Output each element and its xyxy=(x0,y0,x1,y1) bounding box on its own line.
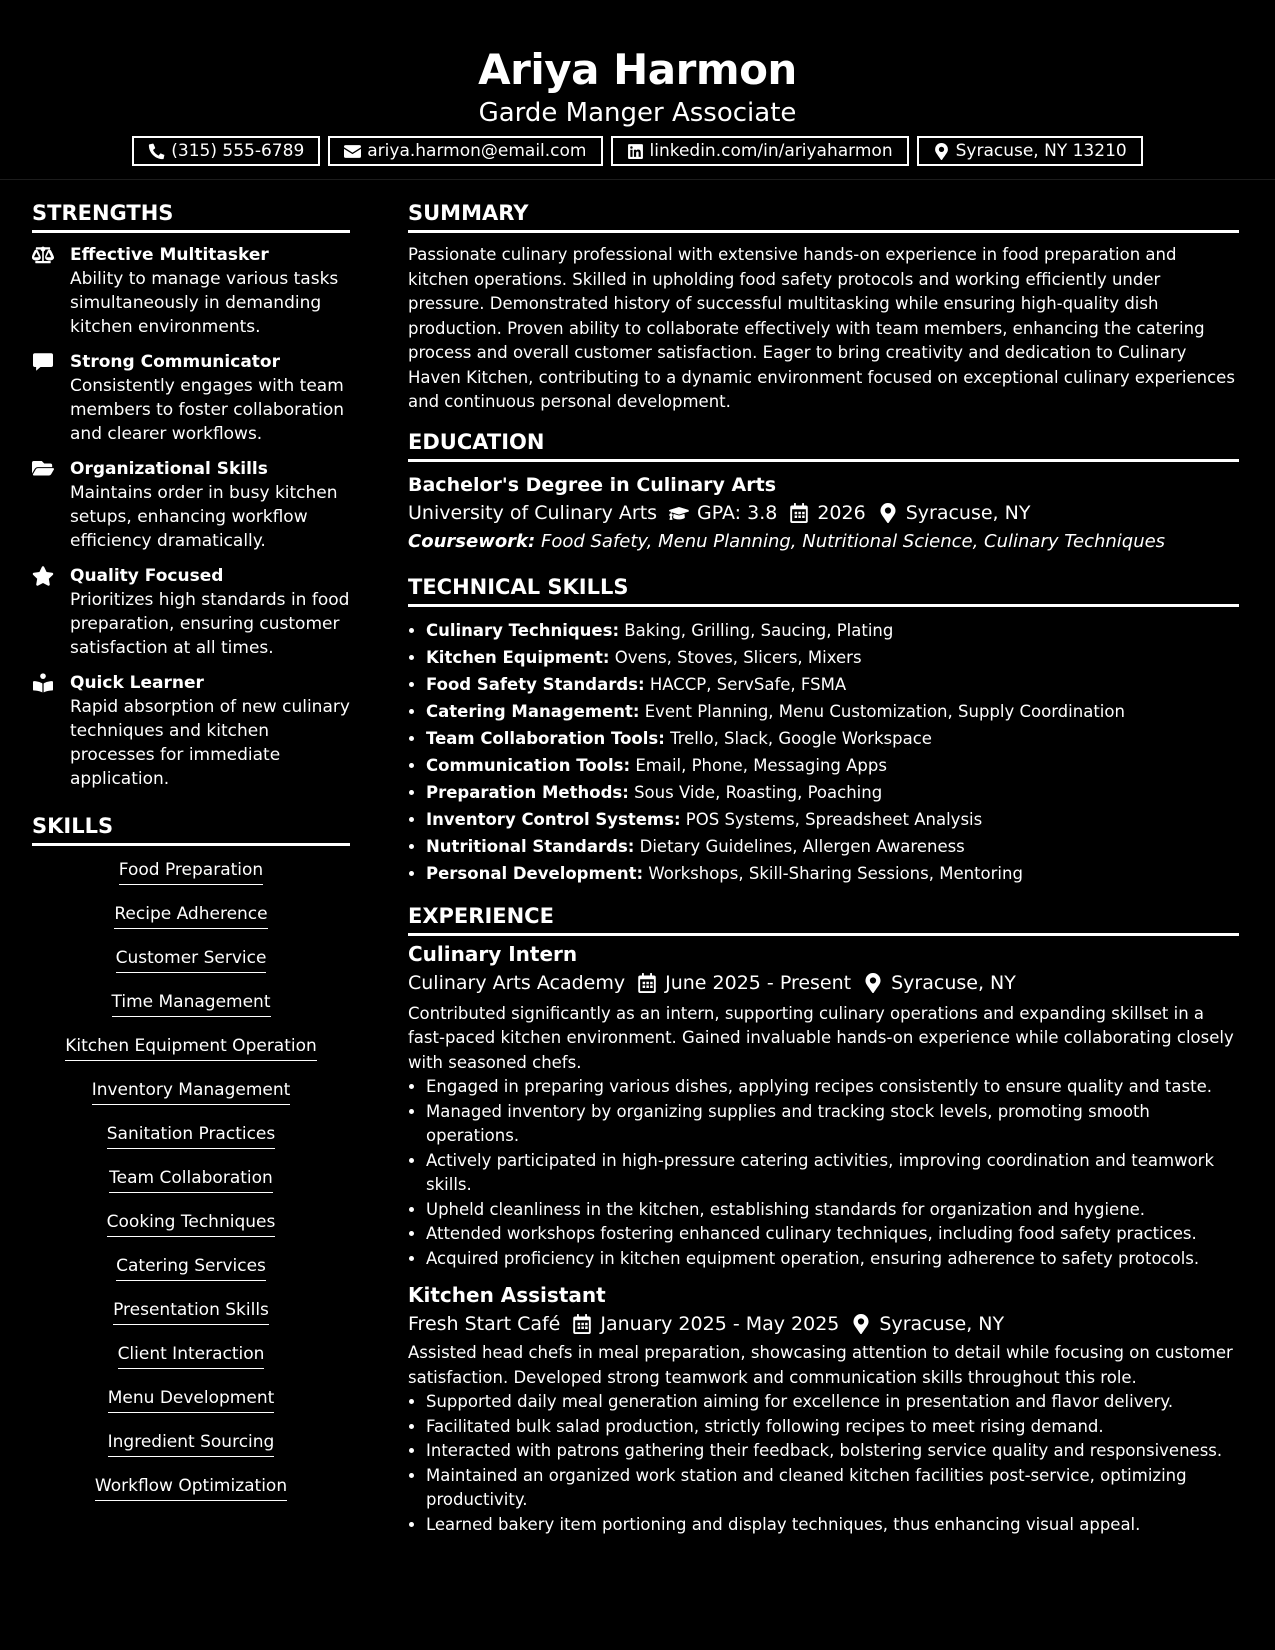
skill-item: Food Preparation xyxy=(119,858,263,885)
skill-item: Customer Service xyxy=(116,946,267,973)
resume-header xyxy=(0,0,1275,166)
strength-item xyxy=(32,243,350,339)
skill-item: Cooking Techniques xyxy=(107,1210,276,1237)
tech-skill-label: Food Safety Standards: xyxy=(426,674,645,694)
skill-item: Menu Development xyxy=(108,1386,275,1413)
job-meta xyxy=(408,1309,1239,1339)
tech-skill-value: Dietary Guidelines, Allergen Awareness xyxy=(639,836,965,856)
linkedin-url: linkedin.com/in/ariyaharmon xyxy=(649,141,893,161)
list-item: • Maintained an organized work station and cleaned kitchen facilities post-service, optimizing productivity. xyxy=(426,1464,1239,1513)
list-item xyxy=(426,833,1239,860)
strength-item xyxy=(32,671,350,791)
strength-item xyxy=(32,564,350,660)
map-marker-icon xyxy=(851,1314,871,1334)
job-location: Syracuse, NY xyxy=(879,1313,1005,1335)
list-item: • Supported daily meal generation aiming for excellence in presentation and flavor delivery. xyxy=(426,1390,1239,1415)
strength-desc: Rapid absorption of new culinary techniques and kitchen processes for immediate application. xyxy=(70,697,350,789)
list-item xyxy=(426,806,1239,833)
job-meta xyxy=(408,968,1239,998)
list-item xyxy=(426,671,1239,698)
tech-skill-label: Preparation Methods: xyxy=(426,782,629,802)
education-heading: EDUCATION xyxy=(408,427,1239,462)
strength-desc: Maintains order in busy kitchen setups, enhancing workflow efficiency dramatically. xyxy=(70,483,338,551)
education-meta xyxy=(408,498,1239,528)
email-address: ariya.harmon@email.com xyxy=(367,141,587,161)
folder-open-icon xyxy=(32,459,54,479)
experience-heading: EXPERIENCE xyxy=(408,901,1239,936)
list-item: • Engaged in preparing various dishes, applying recipes consistently to ensure quality and taste. xyxy=(426,1075,1239,1100)
job-title: Kitchen Assistant xyxy=(408,1283,606,1307)
left-column xyxy=(32,198,350,1518)
contact-linkedin[interactable] xyxy=(611,136,909,166)
list-item: • Facilitated bulk salad production, strictly following recipes to meet rising demand. xyxy=(426,1415,1239,1440)
list-item: • Acquired proficiency in kitchen equipment operation, ensuring adherence to safety protocols. xyxy=(426,1247,1239,1272)
strengths-heading: STRENGTHS xyxy=(32,198,350,233)
list-item xyxy=(426,725,1239,752)
map-marker-icon xyxy=(863,973,883,993)
star-icon xyxy=(32,566,54,586)
phone-number: (315) 555-6789 xyxy=(171,141,305,161)
strength-title: Quick Learner xyxy=(70,673,204,693)
skill-item: Time Management xyxy=(112,990,271,1017)
tech-skill-label: Culinary Techniques: xyxy=(426,620,620,640)
tech-skill-value: Sous Vide, Roasting, Poaching xyxy=(634,782,883,802)
candidate-name: Ariya Harmon xyxy=(478,45,797,94)
location-text: Syracuse, NY 13210 xyxy=(955,141,1127,161)
tech-skill-label: Communication Tools: xyxy=(426,755,631,775)
tech-skill-value: Event Planning, Menu Customization, Supply Coordination xyxy=(644,701,1125,721)
strength-title: Strong Communicator xyxy=(70,352,280,372)
school-name: University of Culinary Arts xyxy=(408,501,658,524)
skills-list xyxy=(32,858,350,1518)
tech-skill-label: Catering Management: xyxy=(426,701,640,721)
list-item xyxy=(426,752,1239,779)
list-item xyxy=(426,644,1239,671)
contact-phone[interactable] xyxy=(132,136,320,166)
reader-icon xyxy=(32,673,54,693)
calendar-icon xyxy=(572,1314,592,1334)
tech-skill-value: Trello, Slack, Google Workspace xyxy=(670,728,932,748)
tech-skill-value: Email, Phone, Messaging Apps xyxy=(635,755,887,775)
coursework xyxy=(408,528,1239,556)
company-name: Culinary Arts Academy xyxy=(408,971,626,994)
tech-skill-value: Baking, Grilling, Saucing, Plating xyxy=(624,620,894,640)
candidate-role: Garde Manger Associate xyxy=(478,98,797,128)
list-item xyxy=(426,779,1239,806)
tech-skill-value: Ovens, Stoves, Slicers, Mixers xyxy=(614,647,862,667)
tech-skill-value: POS Systems, Spreadsheet Analysis xyxy=(685,809,983,829)
right-column xyxy=(408,198,1239,1537)
graduation-year: 2026 xyxy=(817,501,866,524)
list-item: • Learned bakery item portioning and display techniques, thus enhancing visual appeal. xyxy=(426,1513,1239,1538)
skill-item: Inventory Management xyxy=(92,1078,291,1105)
job-bullets xyxy=(408,1390,1239,1537)
job-summary: Assisted head chefs in meal preparation, showcasing attention to detail while focusing on customer satisfaction. Developed strong teamwork and communication skills throughout this role. xyxy=(408,1343,1233,1387)
skill-item: Presentation Skills xyxy=(113,1298,269,1325)
contact-location[interactable] xyxy=(917,136,1143,166)
skills-heading: SKILLS xyxy=(32,811,350,846)
coursework-label: Coursework: xyxy=(408,530,536,552)
linkedin-icon xyxy=(627,143,644,160)
tech-skill-value: Workshops, Skill-Sharing Sessions, Mentoring xyxy=(648,863,1023,883)
envelope-icon xyxy=(344,143,361,160)
graduation-cap-icon xyxy=(669,503,689,523)
job-location: Syracuse, NY xyxy=(891,971,1016,994)
job-dates: January 2025 - May 2025 xyxy=(600,1313,840,1335)
calendar-icon xyxy=(789,503,809,523)
skill-item: Catering Services xyxy=(116,1254,266,1281)
header-divider xyxy=(0,179,1275,180)
job-summary: Contributed significantly as an intern, supporting culinary operations and expanding skillset in a fast-paced kitchen environment. Gained invaluable hands-on experience while collaborating closely with seasoned chefs. xyxy=(408,1003,1234,1072)
education-location: Syracuse, NY xyxy=(905,501,1031,524)
tech-skill-label: Inventory Control Systems: xyxy=(426,809,681,829)
map-marker-icon xyxy=(878,503,898,523)
skill-item: Kitchen Equipment Operation xyxy=(65,1034,317,1061)
job-title: Culinary Intern xyxy=(408,941,578,966)
tech-skill-label: Personal Development: xyxy=(426,863,644,883)
tech-skill-label: Team Collaboration Tools: xyxy=(426,728,665,748)
company-name: Fresh Start Café xyxy=(408,1313,561,1335)
job-entry xyxy=(408,1281,1239,1537)
strength-item xyxy=(32,457,350,553)
tech-skill-value: HACCP, ServSafe, FSMA xyxy=(649,674,847,694)
list-item xyxy=(426,617,1239,644)
skill-item: Recipe Adherence xyxy=(114,902,267,929)
strength-desc: Ability to manage various tasks simultaneously in demanding kitchen environments. xyxy=(70,269,339,337)
technical-skills-list xyxy=(408,617,1239,887)
strength-desc: Prioritizes high standards in food preparation, ensuring customer satisfaction at all times. xyxy=(70,590,350,658)
phone-icon xyxy=(148,143,165,160)
technical-skills-heading: TECHNICAL SKILLS xyxy=(408,572,1239,607)
list-item xyxy=(426,860,1239,887)
strength-title: Organizational Skills xyxy=(70,459,268,479)
coursework-list: Food Safety, Menu Planning, Nutritional Science, Culinary Techniques xyxy=(540,530,1166,552)
list-item xyxy=(426,698,1239,725)
contact-email[interactable] xyxy=(328,136,602,166)
list-item: • Attended workshops fostering enhanced culinary techniques, including food safety practices. xyxy=(426,1222,1239,1247)
balance-scale-icon xyxy=(32,245,54,265)
strength-title: Effective Multitasker xyxy=(70,245,269,265)
list-item: • Actively participated in high-pressure catering activities, improving coordination and teamwork skills. xyxy=(426,1149,1239,1198)
list-item: • Interacted with patrons gathering their feedback, bolstering service quality and responsiveness. xyxy=(426,1439,1239,1464)
comment-icon xyxy=(32,352,54,372)
skill-item: Team Collaboration xyxy=(109,1166,273,1193)
gpa: GPA: 3.8 xyxy=(697,501,778,524)
job-dates: June 2025 - Present xyxy=(665,971,852,994)
degree-title: Bachelor's Degree in Culinary Arts xyxy=(408,473,777,496)
list-item: • Upheld cleanliness in the kitchen, establishing standards for organization and hygiene. xyxy=(426,1198,1239,1223)
summary-heading: SUMMARY xyxy=(408,198,1239,233)
contact-bar xyxy=(0,136,1275,166)
calendar-icon xyxy=(637,973,657,993)
skill-item: Sanitation Practices xyxy=(107,1122,276,1149)
skill-item: Client Interaction xyxy=(118,1342,265,1369)
job-bullets xyxy=(408,1075,1239,1271)
skill-item: Ingredient Sourcing xyxy=(108,1430,275,1457)
summary-text: Passionate culinary professional with extensive hands-on experience in food preparation and kitchen operations. Skilled in upholding food safety protocols and working efficiently under pressure. Demonstrated history of successful multitasking while ensuring high-quality dish production. Proven ability to collaborate effectively with team members, enhancing the catering process and overall customer satisfaction. Eager to bring creativity and dedication to Culinary Haven Kitchen, contributing to a dynamic environment focused on exceptional culinary experiences and continuous personal development. xyxy=(408,245,1235,411)
strength-title: Quality Focused xyxy=(70,566,224,586)
list-item: • Managed inventory by organizing supplies and tracking stock levels, promoting smooth operations. xyxy=(426,1100,1239,1149)
job-entry xyxy=(408,940,1239,1272)
tech-skill-label: Nutritional Standards: xyxy=(426,836,635,856)
tech-skill-label: Kitchen Equipment: xyxy=(426,647,610,667)
skill-item: Workflow Optimization xyxy=(95,1474,287,1501)
strength-desc: Consistently engages with team members to foster collaboration and clearer workflows. xyxy=(70,376,345,444)
map-marker-icon xyxy=(933,143,950,160)
strength-item xyxy=(32,350,350,446)
